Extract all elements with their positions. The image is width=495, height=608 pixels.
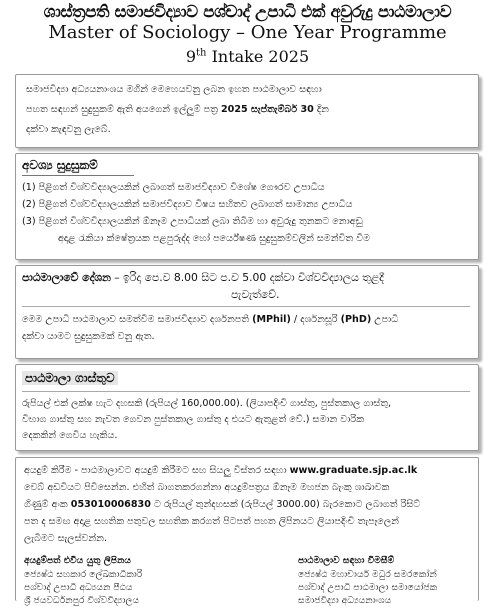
send-address-line-3: ශ්‍රී ජයවර්ධනපුර විශ්වවිද්‍යාලය bbox=[24, 595, 140, 606]
fees-line-2: විභාග ගාස්තු සහ නැවත ගෙවන පුස්තකාල ගාස්තු ද එයට ඇතුළත් වේ.) සමාන වාරික bbox=[22, 414, 364, 425]
qualification-item-3: (3) පිළිගත් විශ්වවිද්‍යාලයකින් ඕනෑම උපාධියක් ලබා තිබීම හා අවුරුදු තුනකට නොඅඩු bbox=[22, 216, 363, 227]
intro-line-3: දක්වා කැඳවනු ලැබේ. bbox=[26, 124, 111, 135]
intro-box bbox=[15, 74, 479, 148]
lectures-divider bbox=[22, 306, 470, 307]
send-address-line-2: පශ්චාද් උපාධි අධ්‍යයන පීඨය bbox=[24, 582, 133, 593]
inquiries-heading: පාඨමාලාව සඳහා විමසීම් bbox=[298, 555, 395, 566]
application-line-4: පත ද සමඟ අදාළ සහතික පතුවල සහතික කරගත් පිටපත් පහත ලිපිනයට ලියාපදිංචි තැපෑලෙන් bbox=[24, 516, 399, 527]
application-line-3: ගිණුම් අංක 053010006830 ට රුපියල් තුන්දහසක් (රුපියල් 3000.00) බැරකොට ලබාගත් රිසිට් bbox=[24, 499, 421, 510]
lectures-heading: පාඨමාලාවේ දේශන bbox=[22, 271, 111, 284]
qualification-item-1: (1) පිළිගත් විශ්වවිද්‍යාලයකින් ලබාගත් සමාජවිද්‍යාව විශේෂ ගෞරව උපාධිය bbox=[22, 182, 325, 193]
fees-line-3: දෙකකින් ගෙවිය හැකිය. bbox=[22, 430, 118, 441]
application-line-5: ලැබීමට සැලස්වන්න. bbox=[24, 533, 108, 544]
fees-line-1: රුපියල් එක් ලක්ෂ හැට දහසකි (රුපියල් 160,000.00). (ලියාපදිංචි ගාස්තු, පුස්තකාල ගාස්තු, bbox=[22, 398, 392, 409]
lectures-box bbox=[15, 265, 479, 359]
title-sinhala: ශාස්ත්‍රපති සමාජවිද්‍යාව පශ්චාද් උපාධි එක් අවුරුදු පාඨමාලාව bbox=[43, 2, 452, 21]
qualifications-box bbox=[15, 153, 479, 260]
send-address-line-1: ජ්‍යෙෂ්ඨ සහකාර ලේඛකාධිකාරි bbox=[24, 569, 143, 580]
application-line-2: වෙබ් අඩවියට පිවිසෙන්න. එහිත් බාගතකරගන්නා අයදුම්පත්‍රය ඕනෑම මහජන බැංකු ශාඛාවක bbox=[24, 482, 390, 493]
intake-suffix: th bbox=[196, 47, 207, 59]
title-english: Master of Sociology – One Year Programme bbox=[48, 22, 447, 43]
lectures-line-2: පැවැත්වේ. bbox=[231, 288, 280, 301]
intake-number: 9 bbox=[185, 47, 197, 66]
inquiries-line-3: සමාජවිද්‍යා අධ්‍යයනාංශය bbox=[298, 595, 392, 606]
qualification-item-2: (2) පිළිගත් විශ්වවිද්‍යාලයකින් සමාජවිද්‍යාව විෂය සහිතව ලබාගත් සාමාන්‍ය උපාධිය bbox=[22, 199, 353, 210]
inquiries-line-1: ජ්‍යෙෂ්ඨ මහාචාර්ය මධුර සමරකෝන් bbox=[298, 569, 437, 580]
intro-line-2: පහත සඳහන් සුදුසුකම් ඇති අයගෙන් ඉල්ලුම් පත්‍ර 2025 සැප්තැම්බර් 30 දින bbox=[26, 104, 329, 115]
qualifications-heading: අවශ්‍ය සුදුසුකම් bbox=[22, 158, 98, 172]
send-address-heading: අයදුම්පත් එවිය යුතු ලිපිනය bbox=[24, 555, 132, 566]
intake-text: Intake 2025 bbox=[206, 47, 310, 66]
lectures-line-1: පාඨමාලාවේ දේශන – ඉරිදා පෙ.ව 8.00 සිට ප.ව 5.00 දක්වා විශ්වවිද්‍යාලය තුළදී bbox=[22, 271, 384, 284]
fees-divider bbox=[22, 391, 470, 392]
account-number: 053010006830 bbox=[70, 499, 151, 510]
deadline-date: 2025 සැප්තැම්බර් 30 bbox=[221, 104, 314, 115]
lectures-note-1: මෙම උපාධි පාඨමාලාව සමත්වීම සමාජවිද්‍යාව දර්ශනපති (MPhil) / දර්ශනසූරි (PhD) උපාධි bbox=[22, 314, 399, 325]
qualification-item-3-cont: අදාළ රැකියා ක්ෂේත්‍රයක පළපුරුද්ද හෝ පර්යේෂණ සුදුසුකම්වලින් සමන්විත වීම bbox=[58, 233, 371, 244]
qualifications-underline bbox=[22, 175, 134, 176]
inquiries-line-2: පශ්චාද් උපාධි පාඨමාලා සමායෝජක bbox=[298, 582, 438, 593]
intro-line-1: සමාජවිද්‍යා අධ්‍යයනාංශය මගින් මෙහෙයවනු ලබන ඉහත පාඨමාලාව සඳහා bbox=[26, 84, 322, 95]
application-line-1: අයදුම් කිරීම - පාඨමාලාවට අයදුම් කිරීමට සහ සියලු විස්තර සඳහා www.graduate.sjp.ac.lk bbox=[24, 465, 418, 476]
application-box bbox=[15, 457, 479, 606]
fees-heading: පාඨමාලා ගාස්තුව bbox=[22, 371, 118, 386]
fees-box bbox=[15, 364, 479, 451]
website-link[interactable]: www.graduate.sjp.ac.lk bbox=[289, 465, 418, 476]
intake-line bbox=[0, 47, 495, 66]
lectures-note-2: දක්වා යාමට සුදුසුකමක් වනු ඇත. bbox=[22, 331, 155, 342]
